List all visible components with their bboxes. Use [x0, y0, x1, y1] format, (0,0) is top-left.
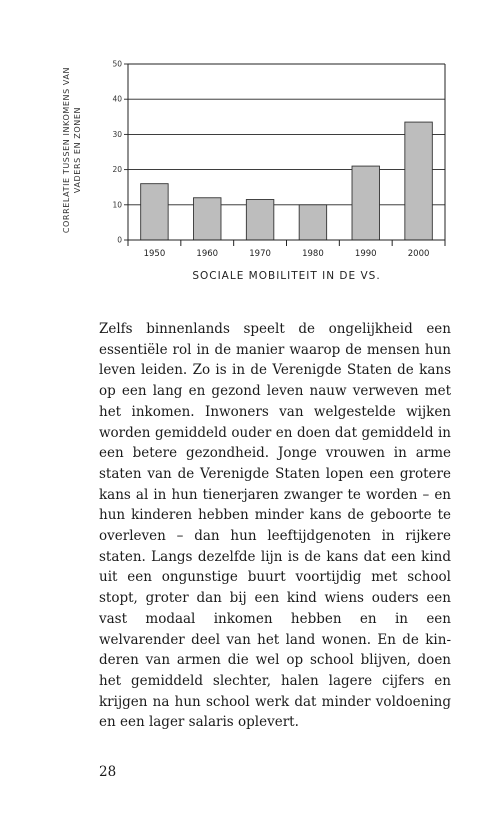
body-paragraph: Zelfs binnenlands speelt de ongelijkheid een essentiële rol in de manier waarop de mensen hun leven leiden. Zo is in de Verenigde Staten de kans op een lang en gezond leven nauw verweven met het inkomen. Inwoners van welgestelde wijken worden gemiddeld ouder en doen dat gemiddeld in een betere gezondheid. Jonge vrouwen in arme staten van de Verenigde Staten lopen een grotere kans al in hun tienerjaren zwanger te worden – en hun kinderen hebben minder kans de geboorte te overleven – dan hun leeftijdgenoten in rijkere staten. Langs dezelfde lijn is de kans dat een kind uit een ongunstige buurt voortijdig met school stopt, groter dan bij een kind wiens ouders een vast modaal inkomen hebben en in een welvarender deel van het land wonen. En de kinderen van armen die wel op school blijven, doen het gemiddeld slechter, halen lagere cijfers en krijgen na hun school werk dat minder voldoening en een lager salaris oplevert. — [99, 321, 451, 731]
x-tick-label: 1960 — [196, 249, 219, 259]
x-tick-label: 2000 — [407, 249, 430, 259]
x-tick-label: 1980 — [302, 249, 324, 259]
y-tick-label: 30 — [112, 129, 122, 139]
chart-caption: SOCIALE MOBILITEIT IN DE VS. — [192, 270, 381, 282]
bar — [299, 205, 326, 240]
page-number: 28 — [99, 764, 117, 780]
bar — [352, 166, 379, 240]
bar-chart — [0, 0, 497, 300]
bar — [405, 122, 432, 240]
y-tick-label: 40 — [112, 94, 122, 104]
x-tick-label: 1990 — [354, 249, 377, 259]
bar — [141, 184, 168, 240]
y-axis-title: CORRELATIE TUSSEN INKOMENS VAN VADERS EN ZONEN — [62, 66, 82, 234]
x-tick-label: 1970 — [249, 249, 271, 259]
bar — [246, 200, 273, 240]
y-tick-label: 20 — [112, 165, 122, 175]
y-tick-label: 0 — [117, 235, 122, 245]
y-tick-label: 10 — [112, 200, 122, 210]
bar — [194, 198, 221, 240]
figure — [0, 0, 497, 300]
x-tick-label: 1950 — [143, 249, 166, 259]
y-tick-label: 50 — [112, 59, 122, 69]
